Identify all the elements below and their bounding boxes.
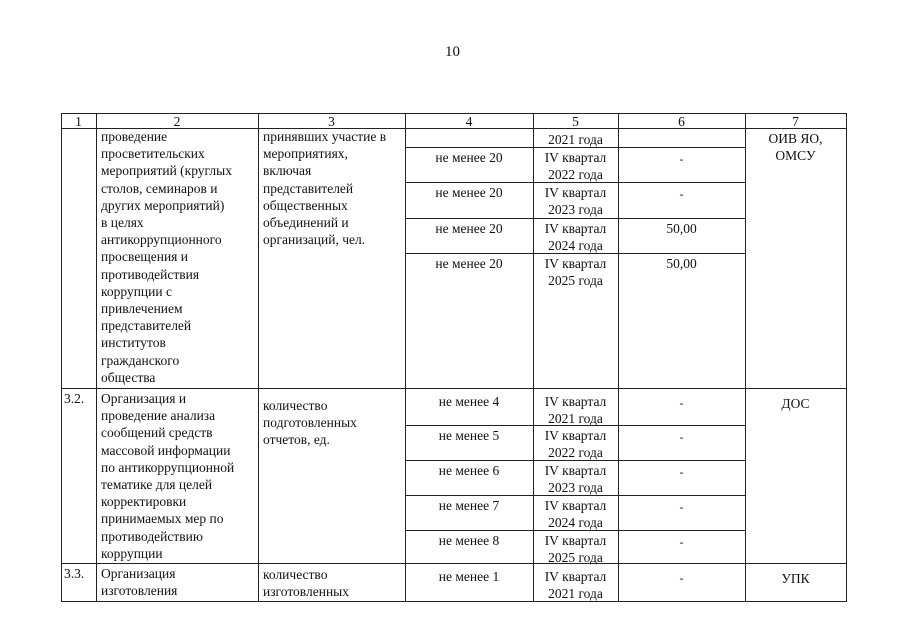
period-value: IV квартал 2024 года — [544, 221, 607, 254]
header-col-4: 4 — [465, 114, 473, 129]
responsible-executor: УПК — [781, 571, 810, 586]
header-col-2: 2 — [173, 114, 181, 129]
funding-value: - — [679, 500, 684, 514]
target-value: не менее 1 — [438, 569, 500, 584]
header-col-6: 6 — [678, 114, 685, 129]
event-description: Организация и проведение анализа сообщений средств массовой информации по антикоррупционной тематике для целей корректировки принимаемых мер по противодействию коррупции — [101, 391, 235, 561]
target-value: не менее 4 — [438, 394, 500, 409]
target-value: не менее 20 — [435, 185, 503, 200]
funding-value: - — [679, 535, 684, 549]
target-value: не менее 20 — [435, 256, 503, 271]
period-value: IV квартал 2023 года — [544, 185, 607, 218]
header-col-1: 1 — [75, 114, 82, 129]
event-description: проведение просветительских мероприятий (круглых столов, семинаров и других мероприятий) в целях антикоррупционного просвещения и противодействия коррупции с привлечением представителей институтов гражданского общества — [101, 129, 232, 385]
responsible-executor: ДОС — [781, 396, 810, 411]
period-value: IV квартал 2025 года — [544, 256, 607, 289]
event-description: Организация изготовления — [101, 566, 178, 599]
funding-value: - — [679, 430, 684, 444]
target-value: не менее 8 — [438, 533, 500, 548]
header-col-5: 5 — [572, 114, 579, 129]
indicator-description: количество изготовленных — [263, 567, 349, 600]
funding-value: - — [679, 396, 684, 410]
period-value: IV квартал 2022 года — [544, 150, 607, 183]
indicator-description: количество подготовленных отчетов, ед. — [263, 398, 357, 448]
indicator-description: принявших участие в мероприятиях, включая представителей общественных объединений и организаций, чел. — [263, 129, 387, 248]
period-value: IV квартал 2022 года — [544, 428, 607, 461]
item-number: 3.3. — [64, 566, 85, 581]
target-value: не менее 20 — [435, 150, 503, 165]
page-number: 10 — [445, 44, 460, 60]
target-value: не менее 6 — [438, 463, 500, 478]
funding-value: - — [679, 152, 684, 166]
header-col-3: 3 — [328, 114, 335, 129]
period-value: IV квартал 2021 года — [544, 394, 607, 427]
target-value: не менее 5 — [438, 428, 500, 443]
funding-value: - — [679, 571, 684, 585]
period-value: IV квартал 2025 года — [544, 533, 607, 566]
funding-value: 50,00 — [666, 256, 697, 271]
period-value: IV квартал 2021 года — [544, 569, 607, 602]
period-value: IV квартал 2023 года — [544, 463, 607, 496]
period-value: 2021 года — [548, 132, 603, 147]
responsible-executor: ОИВ ЯО, ОМСУ — [768, 131, 823, 164]
item-number: 3.2. — [64, 391, 85, 406]
period-value: IV квартал 2024 года — [544, 498, 607, 531]
header-col-7: 7 — [792, 114, 799, 129]
funding-value: - — [679, 187, 684, 201]
target-value: не менее 20 — [435, 221, 503, 236]
funding-value: 50,00 — [666, 221, 697, 236]
target-value: не менее 7 — [438, 498, 500, 513]
funding-value: - — [679, 465, 684, 479]
